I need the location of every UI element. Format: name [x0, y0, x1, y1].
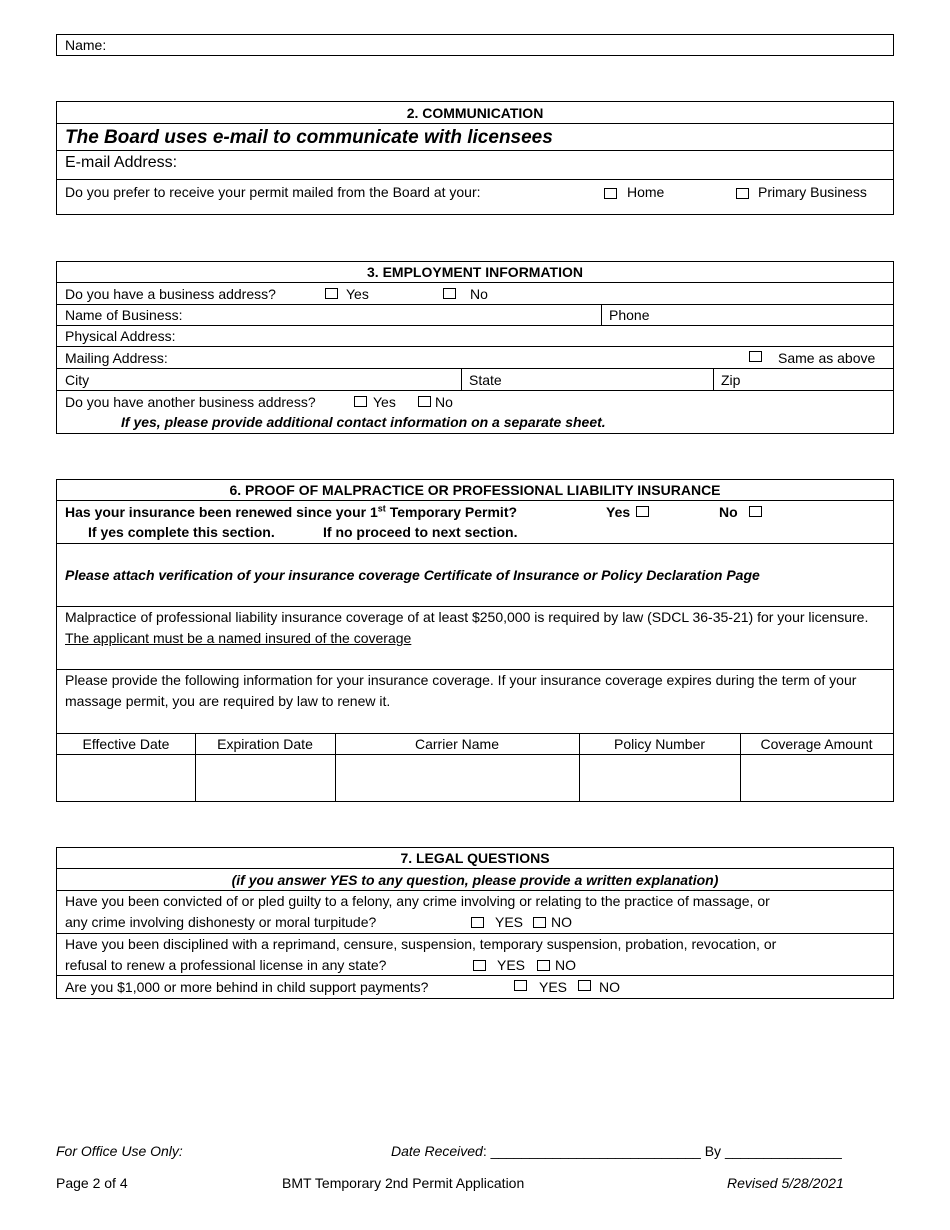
another-address-yes-checkbox[interactable]: [354, 396, 367, 407]
physical-address-label: Physical Address:: [65, 328, 176, 344]
legal-section: [56, 847, 894, 999]
divider: [713, 369, 714, 390]
coverage-requirement-text: Malpractice of professional liability insurance coverage of at least $250,000 is required by law (SDCL 36-35-21) for your licensure. The applicant must be a named insured of the coverage: [65, 609, 869, 646]
city-label: City: [65, 372, 90, 388]
policy-number-cell[interactable]: [580, 755, 740, 801]
business-name-label: Name of Business:: [65, 307, 183, 323]
legal-subheading: (if you answer YES to any question, please provide a written explanation): [231, 872, 719, 888]
child-support-question: Are you $1,000 or more behind in child support payments?: [65, 979, 429, 995]
insurance-renewed-no-checkbox[interactable]: [749, 506, 762, 517]
insurance-renewed-yes-label: Yes: [606, 504, 631, 520]
business-address-no-checkbox[interactable]: [443, 288, 456, 299]
another-address-question: Do you have another business address?: [65, 394, 316, 410]
felony-no-checkbox[interactable]: [533, 917, 546, 928]
insurance-renewed-no-label: No: [719, 504, 738, 520]
name-field-box: [56, 34, 894, 56]
date-received-label: Date Received: [391, 1143, 483, 1159]
business-address-yes-label: Yes: [346, 286, 369, 302]
if-yes-instruction: If yes complete this section.: [88, 524, 275, 540]
divider: [601, 305, 602, 325]
column-header: Expiration Date: [217, 736, 313, 752]
date-received-field: [391, 1143, 842, 1159]
coverage-amount-cell[interactable]: [741, 755, 893, 801]
communication-section: [56, 101, 894, 215]
discipline-yes-checkbox[interactable]: [473, 960, 486, 971]
attach-verification-note: Please attach verification of your insurance coverage Certificate of Insurance or Policy Declaration Page: [65, 567, 760, 583]
name-label: Name:: [65, 37, 107, 53]
email-label: E-mail Address:: [65, 154, 178, 171]
insurance-heading: 6. PROOF OF MALPRACTICE OR PROFESSIONAL LIABILITY INSURANCE: [229, 482, 721, 498]
discipline-no-label: NO: [555, 957, 576, 973]
discipline-no-checkbox[interactable]: [537, 960, 550, 971]
discipline-yes-label: YES: [497, 957, 526, 973]
child-support-no-checkbox[interactable]: [578, 980, 591, 991]
business-address-no-label: No: [470, 286, 488, 302]
discipline-question-line1: Have you been disciplined with a reprimand, censure, suspension, temporary suspension, probation, revocation, or: [65, 936, 777, 952]
coverage-table-header: [57, 734, 893, 755]
date-received-line[interactable]: : ___________________________ By _______________: [482, 1143, 842, 1159]
if-no-instruction: If no proceed to next section.: [323, 524, 518, 540]
coverage-table-row: [57, 755, 893, 801]
felony-no-label: NO: [551, 914, 572, 930]
business-address-question: Do you have a business address?: [65, 286, 276, 302]
child-support-no-label: NO: [599, 979, 620, 995]
carrier-name-cell[interactable]: [336, 755, 579, 801]
legal-heading: 7. LEGAL QUESTIONS: [400, 850, 550, 866]
same-as-above-checkbox[interactable]: [749, 351, 762, 362]
name-input-area[interactable]: [117, 35, 889, 55]
state-label: State: [469, 372, 502, 388]
employment-section: [56, 261, 894, 434]
zip-label: Zip: [721, 372, 741, 388]
expiration-date-cell[interactable]: [196, 755, 335, 801]
named-insured-requirement: The applicant must be a named insured of the coverage: [65, 630, 412, 646]
child-support-yes-checkbox[interactable]: [514, 980, 527, 991]
email-input-area[interactable]: [187, 151, 889, 179]
another-address-yes-label: Yes: [373, 394, 396, 410]
communication-heading: 2. COMMUNICATION: [406, 105, 544, 121]
primary-business-checkbox[interactable]: [736, 188, 749, 199]
discipline-question-line2: refusal to renew a professional license in any state?: [65, 957, 387, 973]
felony-yes-label: YES: [495, 914, 524, 930]
column-header: Policy Number: [613, 736, 706, 752]
communication-subheading: The Board uses e-mail to communicate with licensees: [65, 127, 553, 148]
home-checkbox[interactable]: [604, 188, 617, 199]
form-title: BMT Temporary 2nd Permit Application: [282, 1175, 525, 1191]
insurance-section: [56, 479, 894, 802]
insurance-renewed-yes-checkbox[interactable]: [636, 506, 649, 517]
column-header: Coverage Amount: [760, 736, 873, 752]
column-header: Carrier Name: [414, 736, 499, 752]
insurance-renewed-question: Has your insurance been renewed since your 1st Temporary Permit?: [65, 503, 518, 520]
column-header: Effective Date: [82, 736, 170, 752]
felony-question-line2: any crime involving dishonesty or moral turpitude?: [65, 914, 377, 930]
divider: [461, 369, 462, 390]
felony-yes-checkbox[interactable]: [471, 917, 484, 928]
revised-date: Revised 5/28/2021: [727, 1175, 844, 1191]
another-address-note: If yes, please provide additional contact information on a separate sheet.: [121, 414, 606, 430]
child-support-yes-label: YES: [539, 979, 568, 995]
effective-date-cell[interactable]: [57, 755, 195, 801]
employment-heading: 3. EMPLOYMENT INFORMATION: [367, 264, 583, 280]
office-use-label: For Office Use Only:: [56, 1143, 183, 1159]
same-as-above-label: Same as above: [778, 350, 876, 366]
home-option-label: Home: [627, 184, 665, 200]
primary-business-option-label: Primary Business: [758, 184, 867, 200]
phone-label: Phone: [609, 307, 650, 323]
another-address-no-checkbox[interactable]: [418, 396, 431, 407]
felony-question-line1: Have you been convicted of or pled guilty to a felony, any crime involving or relating to the practice of massage, or: [65, 893, 770, 909]
mailing-address-label: Mailing Address:: [65, 350, 168, 366]
mail-preference-question: Do you prefer to receive your permit mailed from the Board at your:: [65, 184, 481, 200]
provide-information-text: Please provide the following information for your insurance coverage. If your insurance coverage expires during the term of your massage permit, you are required by law to renew it.: [65, 672, 857, 709]
business-address-yes-checkbox[interactable]: [325, 288, 338, 299]
another-address-no-label: No: [435, 394, 453, 410]
page-number: Page 2 of 4: [56, 1175, 128, 1191]
